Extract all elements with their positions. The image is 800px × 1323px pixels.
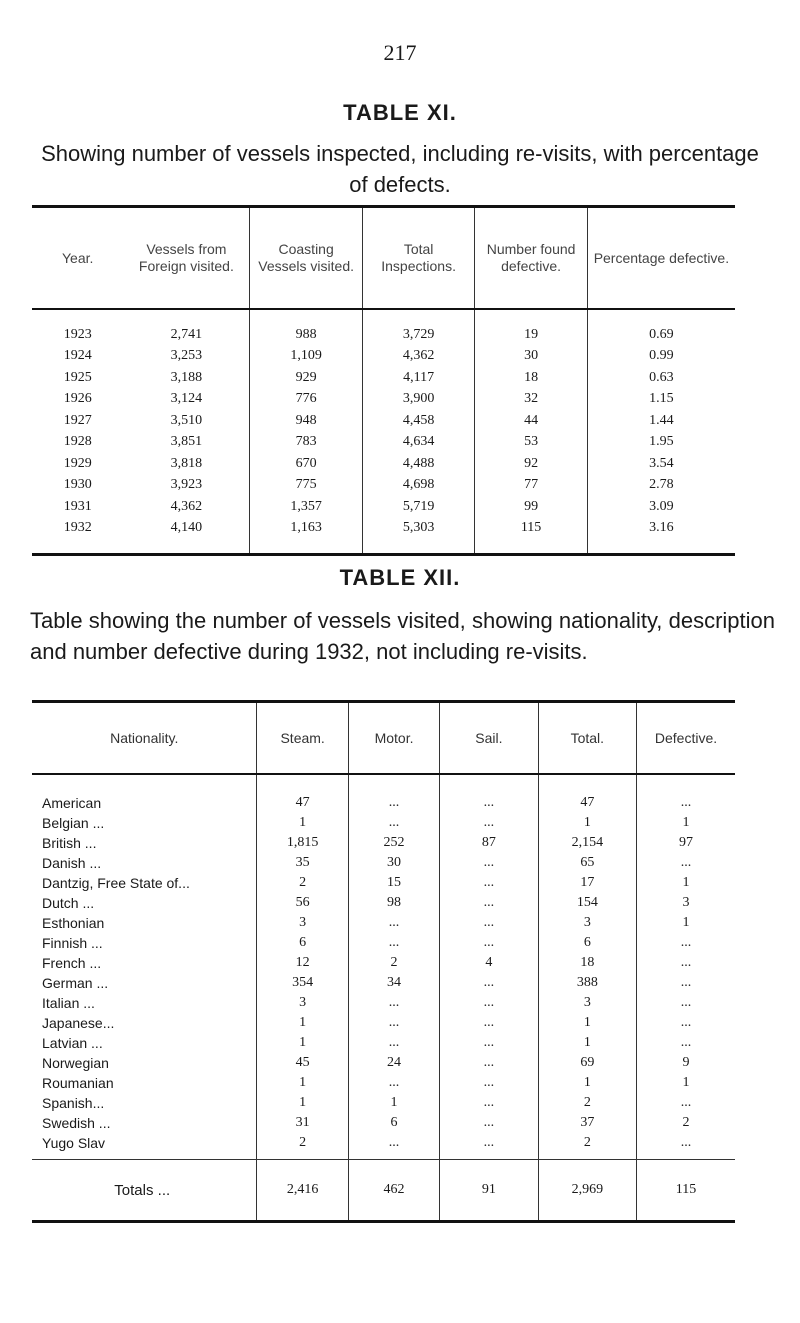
table-cell: 3,729 (362, 309, 474, 346)
table-cell: 9 (637, 1053, 735, 1073)
nationality-cell: Esthonian (42, 915, 105, 931)
table-cell: 1 (637, 913, 735, 933)
table-cell: 4,698 (362, 475, 474, 497)
table-cell: 5,303 (362, 518, 474, 555)
table-row (32, 453, 735, 475)
table-row (32, 913, 735, 933)
table-cell: 69 (538, 1053, 636, 1073)
table-cell: ... (440, 1093, 538, 1113)
table-row (32, 346, 735, 368)
table-cell: 97 (637, 833, 735, 853)
table-xii-caption: Table showing the number of vessels visited, showing nationality, description and number defective during 1932, not including re-visits. (30, 608, 775, 664)
header-nationality: Nationality. (32, 702, 257, 775)
table-row (32, 1033, 735, 1053)
table-cell: ... (440, 774, 538, 813)
table-cell: 1929 (63, 455, 92, 471)
nationality-cell: Finnish ... (42, 935, 103, 951)
table-cell: ... (348, 813, 439, 833)
table-cell: 1924 (63, 348, 92, 364)
table-cell: 2 (538, 1133, 636, 1160)
table-xii-title: TABLE XII. (339, 565, 461, 590)
table-header-row (32, 207, 735, 310)
table-cell: ... (637, 953, 735, 973)
table-row (32, 973, 735, 993)
table-cell: 1 (637, 813, 735, 833)
nationality-cell: Dantzig, Free State of... (42, 875, 190, 891)
table-cell: ... (440, 993, 538, 1013)
table-cell: ... (348, 1033, 439, 1053)
table-cell: 92 (475, 453, 587, 475)
table-cell: 1.15 (587, 389, 735, 411)
table-cell: 30 (348, 853, 439, 873)
page-number: 217 (383, 40, 417, 65)
table-cell: 15 (348, 873, 439, 893)
table-cell: ... (637, 1033, 735, 1053)
table-cell: ... (637, 933, 735, 953)
header-percentage: Percentage defective. (587, 207, 735, 310)
table-cell: ... (348, 1133, 439, 1160)
table-cell: ... (637, 774, 735, 813)
table-xi (32, 205, 735, 556)
table-cell: 37 (538, 1113, 636, 1133)
table-cell: 1926 (63, 391, 92, 407)
table-cell: 4,458 (362, 410, 474, 432)
header-total: Total. (538, 702, 636, 775)
table-cell: 30 (475, 346, 587, 368)
table-cell: 65 (538, 853, 636, 873)
table-cell: 6 (257, 933, 348, 953)
table-cell: 1931 (63, 498, 92, 514)
table-cell: 53 (475, 432, 587, 454)
table-cell: 252 (348, 833, 439, 853)
table-cell: ... (440, 873, 538, 893)
table-cell: 47 (538, 774, 636, 813)
table-cell: ... (637, 853, 735, 873)
table-cell: 1 (257, 1033, 348, 1053)
table-cell: 1923 (63, 326, 92, 342)
table-cell: 35 (257, 853, 348, 873)
table-row (32, 873, 735, 893)
table-row (32, 432, 735, 454)
table-row (32, 1053, 735, 1073)
table-cell: 670 (250, 453, 362, 475)
table-cell: 45 (257, 1053, 348, 1073)
table-cell: 24 (348, 1053, 439, 1073)
table-cell: ... (440, 893, 538, 913)
table-cell: 2 (538, 1093, 636, 1113)
totals-cell: 462 (348, 1160, 439, 1222)
table-cell: ... (637, 1093, 735, 1113)
table-cell: 3,818 (170, 455, 203, 471)
table-cell: ... (440, 813, 538, 833)
nationality-cell: Yugo Slav (32, 1133, 257, 1160)
table-row (32, 1113, 735, 1133)
table-cell: 1 (348, 1093, 439, 1113)
table-row (32, 1013, 735, 1033)
table-cell: 3,510 (170, 412, 203, 428)
table-cell: ... (440, 1033, 538, 1053)
table-cell: 56 (257, 893, 348, 913)
table-row (32, 496, 735, 518)
table-row (32, 1093, 735, 1113)
table-cell: 0.99 (587, 346, 735, 368)
table-cell: 1 (538, 1073, 636, 1093)
table-cell: 0.69 (587, 309, 735, 346)
table-cell: 1 (637, 1073, 735, 1093)
table-cell: 1 (257, 1093, 348, 1113)
table-cell: 2 (348, 953, 439, 973)
table-row (32, 993, 735, 1013)
table-cell: ... (440, 973, 538, 993)
table-cell: 1 (257, 1073, 348, 1093)
table-cell: ... (348, 993, 439, 1013)
table-cell: 1 (257, 1013, 348, 1033)
table-cell: 2,741 (170, 326, 203, 342)
totals-cell: 2,416 (257, 1160, 348, 1222)
table-cell: 3 (538, 993, 636, 1013)
table-cell: 31 (257, 1113, 348, 1133)
table-cell: 1 (538, 813, 636, 833)
table-row (32, 833, 735, 853)
nationality-cell: Latvian ... (42, 1035, 103, 1051)
table-cell: 1 (637, 873, 735, 893)
table-cell: 3 (257, 913, 348, 933)
table-cell: 154 (538, 893, 636, 913)
header-year: Year. (32, 207, 123, 310)
table-cell: 2 (257, 873, 348, 893)
table-cell: 44 (475, 410, 587, 432)
nationality-cell: British ... (42, 835, 97, 851)
nationality-cell: Roumanian (42, 1075, 114, 1091)
table-row (32, 309, 735, 346)
table-cell: 1 (257, 813, 348, 833)
nationality-cell: Italian ... (42, 995, 95, 1011)
table-cell: 5,719 (362, 496, 474, 518)
table-cell: ... (637, 1133, 735, 1160)
nationality-cell: Spanish... (42, 1095, 105, 1111)
table-cell: 99 (475, 496, 587, 518)
table-cell: 18 (538, 953, 636, 973)
header-motor: Motor. (348, 702, 439, 775)
totals-row (32, 1160, 735, 1222)
table-cell: 3,923 (170, 477, 203, 493)
table-cell: 3.54 (587, 453, 735, 475)
table-row (32, 410, 735, 432)
table-cell: 4,634 (362, 432, 474, 454)
table-row (32, 389, 735, 411)
header-foreign: Vessels from Foreign visited. (123, 207, 250, 310)
table-cell: 1.44 (587, 410, 735, 432)
table-cell: 388 (538, 973, 636, 993)
table-cell: 4,488 (362, 453, 474, 475)
table-cell: ... (440, 933, 538, 953)
header-sail: Sail. (440, 702, 538, 775)
table-cell: 776 (250, 389, 362, 411)
table-cell: 77 (475, 475, 587, 497)
table-cell: 0.63 (587, 367, 735, 389)
table-cell: 354 (257, 973, 348, 993)
table-row (32, 1133, 735, 1160)
table-cell: 3 (637, 893, 735, 913)
table-cell: 783 (250, 432, 362, 454)
table-cell: ... (637, 1013, 735, 1033)
table-cell: ... (348, 933, 439, 953)
header-defective: Number found defective. (475, 207, 587, 310)
table-row (32, 813, 735, 833)
table-cell: 4,362 (170, 498, 203, 514)
table-cell: 2 (257, 1133, 348, 1160)
table-cell: ... (348, 774, 439, 813)
table-cell: 988 (250, 309, 362, 346)
table-cell: 18 (475, 367, 587, 389)
nationality-cell: Dutch ... (42, 895, 95, 911)
table-row (32, 953, 735, 973)
nationality-cell: Belgian ... (42, 815, 105, 831)
table-cell: 4 (440, 953, 538, 973)
header-defective: Defective. (637, 702, 735, 775)
table-cell: ... (348, 1073, 439, 1093)
table-cell: 948 (250, 410, 362, 432)
table-cell: 1925 (63, 369, 92, 385)
table-row (32, 367, 735, 389)
table-cell: 1932 (63, 520, 92, 536)
table-cell: 3.16 (587, 518, 735, 555)
table-cell: 3 (538, 913, 636, 933)
table-cell: 2 (637, 1113, 735, 1133)
table-cell: 1928 (63, 434, 92, 450)
table-cell: ... (440, 1113, 538, 1133)
table-cell: 3,188 (170, 369, 203, 385)
table-cell: 1 (538, 1013, 636, 1033)
table-cell: ... (440, 1013, 538, 1033)
table-cell: 1,163 (250, 518, 362, 555)
table-cell: 3,124 (170, 391, 203, 407)
header-steam: Steam. (257, 702, 348, 775)
table-xii (32, 700, 735, 1223)
table-cell: 115 (475, 518, 587, 555)
table-cell: 3.09 (587, 496, 735, 518)
nationality-cell: German ... (42, 975, 109, 991)
table-cell: 1,109 (250, 346, 362, 368)
table-cell: 1,357 (250, 496, 362, 518)
table-cell: 12 (257, 953, 348, 973)
table-cell: 4,140 (170, 520, 203, 536)
table-header-row (32, 702, 735, 775)
header-coasting: Coasting Vessels visited. (250, 207, 362, 310)
table-cell: 4,117 (362, 367, 474, 389)
table-cell: 87 (440, 833, 538, 853)
header-total: Total Inspections. (362, 207, 474, 310)
table-cell: 6 (348, 1113, 439, 1133)
table-row (32, 893, 735, 913)
table-cell: 1,815 (257, 833, 348, 853)
table-row (32, 475, 735, 497)
table-cell: ... (440, 913, 538, 933)
table-cell: ... (637, 993, 735, 1013)
table-cell: 47 (257, 774, 348, 813)
table-cell: 3 (257, 993, 348, 1013)
table-row (32, 853, 735, 873)
table-row (32, 1073, 735, 1093)
table-cell: 19 (475, 309, 587, 346)
nationality-cell: Swedish ... (42, 1115, 111, 1131)
table-cell: 2,154 (538, 833, 636, 853)
table-cell: 4,362 (362, 346, 474, 368)
table-cell: 34 (348, 973, 439, 993)
table-cell: 3,851 (170, 434, 203, 450)
table-cell: ... (440, 1053, 538, 1073)
table-xi-caption: Showing number of vessels inspected, including re-visits, with percentage of defects. (41, 141, 759, 197)
table-cell: 32 (475, 389, 587, 411)
table-cell: 3,253 (170, 348, 203, 364)
nationality-cell: American (42, 795, 102, 811)
totals-cell: 2,969 (538, 1160, 636, 1222)
table-cell: 1927 (63, 412, 92, 428)
table-cell: ... (348, 1013, 439, 1033)
table-cell: ... (440, 853, 538, 873)
totals-cell: 115 (637, 1160, 735, 1222)
table-cell: 98 (348, 893, 439, 913)
table-row (32, 774, 735, 813)
table-row (32, 518, 735, 555)
table-cell: 1.95 (587, 432, 735, 454)
table-cell: 17 (538, 873, 636, 893)
nationality-cell: Norwegian (42, 1055, 109, 1071)
table-cell: 1930 (63, 477, 92, 493)
table-cell: 2.78 (587, 475, 735, 497)
nationality-cell: French ... (42, 955, 102, 971)
table-cell: 6 (538, 933, 636, 953)
nationality-cell: Danish ... (42, 855, 102, 871)
table-cell: 3,900 (362, 389, 474, 411)
table-cell: ... (440, 1073, 538, 1093)
table-row (32, 933, 735, 953)
totals-label: Totals ... (114, 1181, 171, 1199)
table-xi-title: TABLE XI. (343, 100, 457, 125)
totals-cell: 91 (440, 1160, 538, 1222)
table-cell: 1 (538, 1033, 636, 1053)
table-cell: 775 (250, 475, 362, 497)
nationality-cell: Japanese... (42, 1015, 115, 1031)
table-cell: ... (348, 913, 439, 933)
table-cell: 929 (250, 367, 362, 389)
table-cell: ... (637, 973, 735, 993)
table-cell: ... (440, 1133, 538, 1160)
